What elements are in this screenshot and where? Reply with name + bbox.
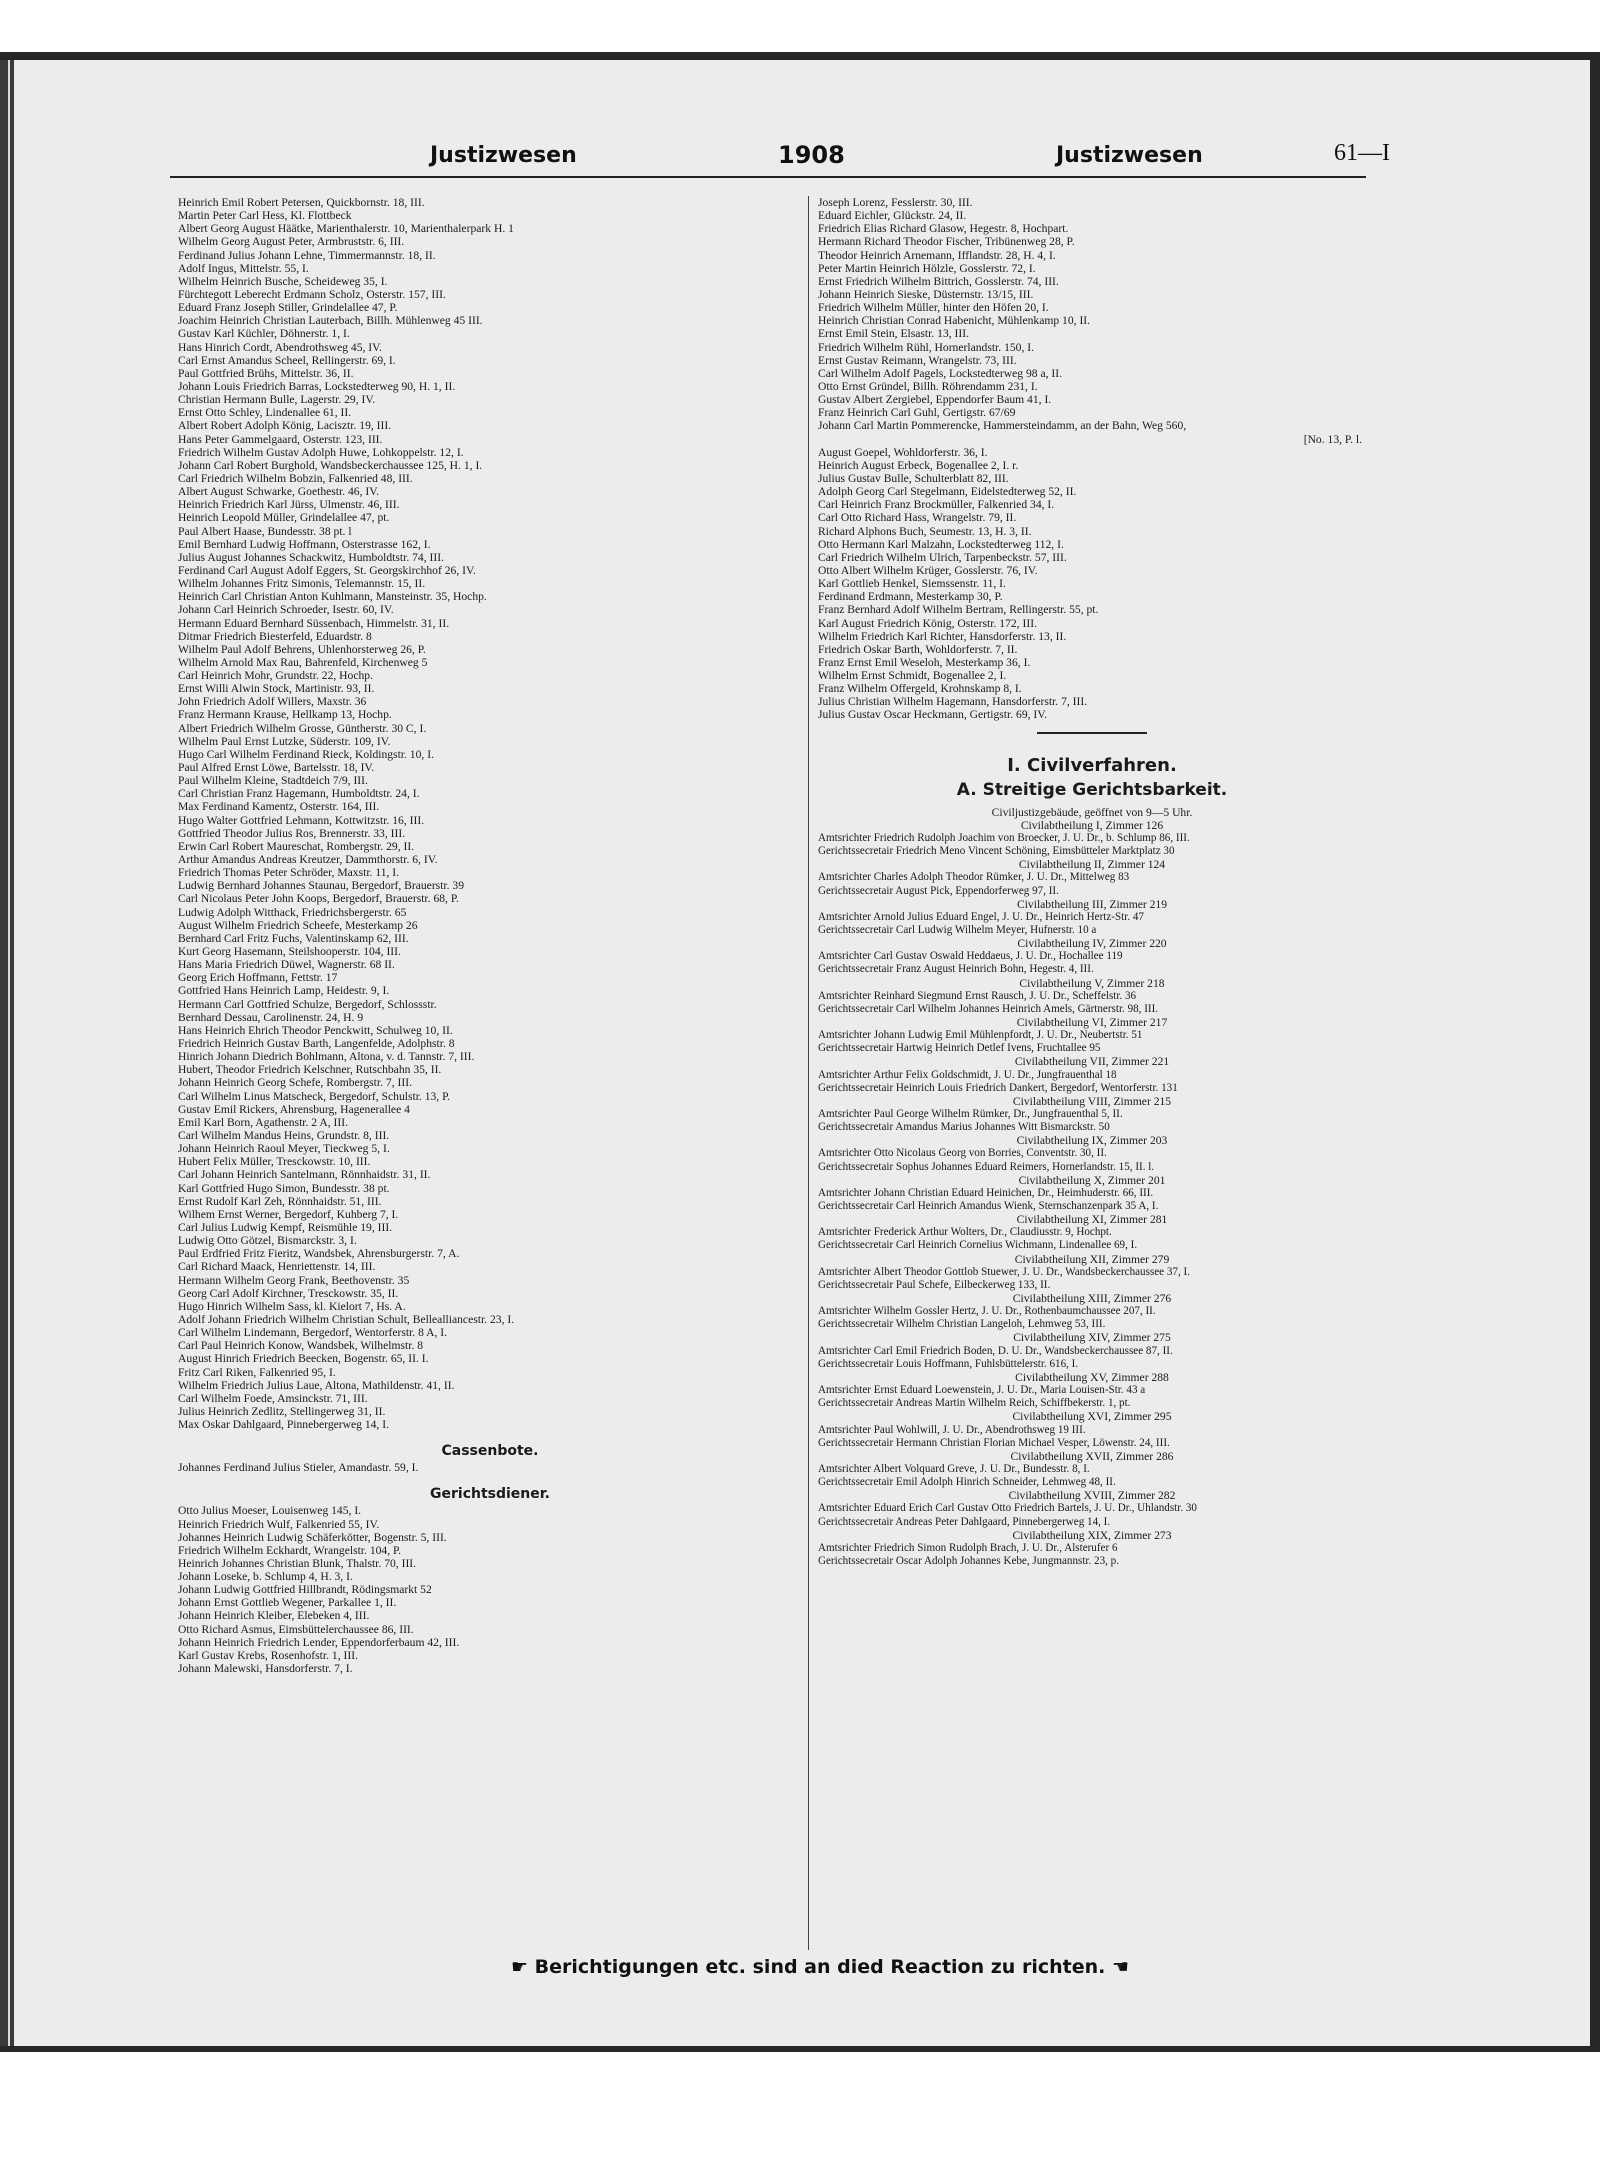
department-title: Civilabtheilung III, Zimmer 219 <box>1016 897 1168 911</box>
list-item: Heinrich Friedrich Karl Jürss, Ulmenstr. 46, III. <box>178 498 400 512</box>
list-item: Ernst Friedrich Wilhelm Bittrich, Gosslerstr. 74, III. <box>818 274 1059 288</box>
list-item: Johann Malewski, Hansdorferstr. 7, I. <box>178 1662 353 1676</box>
department-title: Civilabtheilung IV, Zimmer 220 <box>1017 937 1167 951</box>
header-right-title: Justizwesen <box>1056 143 1203 168</box>
judge-entry: Amtsrichter Arnold Julius Eduard Engel, J. U. Dr., Heinrich Hertz-Str. 47 <box>818 910 1144 923</box>
list-item: Richard Alphons Buch, Seumestr. 13, H. 3, II. <box>818 524 1032 538</box>
list-item: Wilhelm Paul Ernst Lutzke, Süderstr. 109, IV. <box>178 734 391 748</box>
list-item: August Wilhelm Friedrich Scheefe, Mesterkamp 26 <box>178 918 418 932</box>
list-item: Franz Wilhelm Offergeld, Krohnskamp 8, I. <box>818 682 1022 696</box>
list-item: Otto Ernst Gründel, Billh. Röhrendamm 231, I. <box>818 379 1038 393</box>
list-item: Carl Wilhelm Lindemann, Bergedorf, Wentorferstr. 8 A, I. <box>178 1326 448 1340</box>
list-item: Paul Wilhelm Kleine, Stadtdeich 7/9, III. <box>178 774 368 788</box>
footer-notice <box>340 1956 1300 1978</box>
list-item: Albert Robert Adolph König, Lacisztr. 19, III. <box>178 419 392 433</box>
list-item: Ludwig Otto Götzel, Bismarckstr. 3, I. <box>178 1234 357 1248</box>
list-item: Karl Gottlieb Henkel, Siemssenstr. 11, I. <box>818 577 1006 591</box>
list-item: Carl Otto Richard Hass, Wrangelstr. 79, II. <box>818 511 1017 525</box>
secretary-entry: Gerichtssecretair Carl Wilhelm Johannes Heinrich Amels, Gärtnerstr. 98, III. <box>818 1002 1159 1015</box>
judge-entry: Amtsrichter Eduard Erich Carl Gustav Otto Friedrich Bartels, J. U. Dr., Uhlandstr. 30 <box>818 1502 1197 1515</box>
list-item: Carl Friedrich Wilhelm Bobzin, Falkenried 48, III. <box>178 471 413 485</box>
judge-entry: Amtsrichter Wilhelm Gossler Hertz, J. U. Dr., Rothenbaumchaussee 207, II. <box>818 1305 1156 1318</box>
list-item: Julius Christian Wilhelm Hagemann, Hansdorferstr. 7, III. <box>818 695 1088 709</box>
department-title: Civilabtheilung XIX, Zimmer 273 <box>1012 1528 1172 1542</box>
list-item: Hans Maria Friedrich Düwel, Wagnerstr. 68 II. <box>178 958 395 972</box>
department-title: Civilabtheilung XVII, Zimmer 286 <box>1010 1449 1174 1463</box>
secretary-entry: Gerichtssecretair August Pick, Eppendorferweg 97, II. <box>818 884 1059 897</box>
list-item: Bernhard Carl Fritz Fuchs, Valentinskamp 62, III. <box>178 931 409 945</box>
secretary-entry: Gerichtssecretair Hartwig Heinrich Detlef Ivens, Fruchtallee 95 <box>818 1042 1101 1055</box>
list-item: Wilhelm Friedrich Julius Laue, Altona, Mathildenstr. 41, II. <box>178 1378 455 1392</box>
list-item: Friedrich Wilhelm Müller, hinter den Höfen 20, I. <box>818 301 1049 315</box>
cassenbote-heading: Cassenbote. <box>441 1443 539 1460</box>
department-title: Civilabtheilung XIV, Zimmer 275 <box>1013 1331 1171 1345</box>
judge-entry: Amtsrichter Johann Ludwig Emil Mühlenpfordt, J. U. Dr., Neubertstr. 51 <box>818 1029 1143 1042</box>
secretary-entry: Gerichtssecretair Friedrich Meno Vincent Schöning, Eimsbütteler Marktplatz 30 <box>818 845 1175 858</box>
list-item: Eduard Franz Joseph Stiller, Grindelallee 47, P. <box>178 301 398 315</box>
list-item: Georg Carl Adolf Kirchner, Tresckowstr. 35, II. <box>178 1286 399 1300</box>
list-item: Ernst Otto Schley, Lindenallee 61, II. <box>178 406 352 420</box>
list-item: Julius Gustav Oscar Heckmann, Gertigstr. 69, IV. <box>818 708 1048 722</box>
judge-entry: Amtsrichter Carl Gustav Oswald Heddaeus, J. U. Dr., Hochallee 119 <box>818 950 1123 963</box>
list-item: Gustav Emil Rickers, Ahrensburg, Hagenerallee 4 <box>178 1102 410 1116</box>
list-item: Ludwig Bernhard Johannes Staunau, Bergedorf, Brauerstr. 39 <box>178 879 465 893</box>
list-item: Heinrich Leopold Müller, Grindelallee 47, pt. <box>178 511 390 525</box>
department-title: Civilabtheilung X, Zimmer 201 <box>1018 1173 1166 1187</box>
list-item: Wilhelm Georg August Peter, Armbruststr. 6, III. <box>178 235 405 249</box>
list-item: Johann Heinrich Raoul Meyer, Tieckweg 5, I. <box>178 1142 390 1156</box>
list-item: Carl Friedrich Wilhelm Ulrich, Tarpenbeckstr. 57, III. <box>818 550 1067 564</box>
list-item: Bernhard Dessau, Carolinenstr. 24, H. 9 <box>178 1010 364 1024</box>
department-title: Civilabtheilung XV, Zimmer 288 <box>1015 1370 1169 1384</box>
list-item: Max Ferdinand Kamentz, Osterstr. 164, III. <box>178 800 380 814</box>
judge-entry: Amtsrichter Carl Emil Friedrich Boden, D. U. Dr., Wandsbeckerchaussee 87, II. <box>818 1344 1173 1357</box>
header-rule <box>170 176 1366 178</box>
list-item: Karl Gottfried Hugo Simon, Bundesstr. 38 pt. <box>178 1181 390 1195</box>
judge-entry: Amtsrichter Paul George Wilhelm Rümker, Dr., Jungfrauenthal 5, II. <box>818 1108 1123 1120</box>
pointing-hand-left-icon: ☚ <box>1111 1956 1130 1978</box>
page-edge-shadow <box>0 60 14 2046</box>
list-item: Hermann Carl Gottfried Schulze, Bergedorf, Schlossstr. <box>178 997 437 1011</box>
list-item: Ditmar Friedrich Biesterfeld, Eduardstr. 8 <box>178 629 372 643</box>
list-item: Karl Gustav Krebs, Rosenhofstr. 1, III. <box>178 1648 358 1662</box>
list-item: Wilhelm Ernst Schmidt, Bogenallee 2, I. <box>818 669 1007 683</box>
list-item: Carl Julius Ludwig Kempf, Reismühle 19, III. <box>178 1220 393 1234</box>
department-title: Civilabtheilung V, Zimmer 218 <box>1019 976 1165 990</box>
secretary-entry: Gerichtssecretair Andreas Martin Wilhelm Reich, Schiffbekerstr. 1, pt. <box>818 1397 1131 1410</box>
list-item: Ernst Gustav Reimann, Wrangelstr. 73, III. <box>818 353 1017 367</box>
judge-entry: Amtsrichter Johann Christian Eduard Heinichen, Dr., Heimhuderstr. 66, III. <box>818 1186 1154 1199</box>
list-item: Johann Ernst Gottlieb Wegener, Parkallee 1, II. <box>178 1596 397 1610</box>
list-item: Gottfried Theodor Julius Ros, Brennerstr. 33, III. <box>178 826 406 840</box>
list-item: Wilhelm Heinrich Busche, Scheideweg 35, I. <box>178 274 388 288</box>
list-item: Emil Karl Born, Agathenstr. 2 A, III. <box>178 1115 349 1129</box>
list-item: Adolf Ingus, Mittelstr. 55, I. <box>178 261 309 275</box>
list-item: Johann Heinrich Georg Schefe, Rombergstr. 7, III. <box>178 1076 412 1090</box>
court-clerk-list <box>178 196 802 1431</box>
list-item: Albert Friedrich Wilhelm Grosse, Güntherstr. 30 C, I. <box>178 721 427 735</box>
department-title: Civilabtheilung VII, Zimmer 221 <box>1014 1055 1170 1069</box>
list-item: Albert Georg August Häätke, Marienthalerstr. 10, Marienthalerpark H. 1 <box>178 222 514 236</box>
list-item: Adolf Johann Friedrich Wilhelm Christian Schult, Bellealliancestr. 23, I. <box>178 1312 515 1326</box>
judge-entry: Amtsrichter Frederick Arthur Wolters, Dr., Claudiusstr. 9, Hochpt. <box>818 1226 1112 1239</box>
list-item: Johann Ludwig Gottfried Hillbrandt, Rödingsmarkt 52 <box>178 1583 432 1597</box>
list-item: Eduard Eichler, Glückstr. 24, II. <box>818 209 967 223</box>
list-item: Erwin Carl Robert Maureschat, Rombergstr. 29, II. <box>178 839 415 853</box>
list-item: Heinrich Friedrich Wulf, Falkenried 55, IV. <box>178 1517 380 1531</box>
page-number: 61—I <box>1334 140 1390 166</box>
list-item: Martin Peter Carl Hess, Kl. Flottbeck <box>178 209 352 223</box>
list-item: Julius Heinrich Zedlitz, Stellingerweg 31, II. <box>178 1404 386 1418</box>
list-item: Paul Gottfried Brühs, Mittelstr. 36, II. <box>178 366 354 380</box>
secretary-entry: Gerichtssecretair Sophus Johannes Eduard Reimers, Hornerlandstr. 15, II. l. <box>818 1160 1155 1173</box>
list-item: Fürchtegott Leberecht Erdmann Scholz, Osterstr. 157, III. <box>178 287 446 301</box>
list-item: Adolph Georg Carl Stegelmann, Eidelstedterweg 52, II. <box>818 485 1077 499</box>
list-item: Carl Ernst Amandus Scheel, Rellingerstr. 69, I. <box>178 353 396 367</box>
list-item: Johann Louis Friedrich Barras, Lockstedterweg 90, H. 1, II. <box>178 379 456 393</box>
list-item: Friedrich Elias Richard Glasow, Hegestr. 8, Hochpart. <box>818 222 1069 236</box>
list-item: Carl Nicolaus Peter John Koops, Bergedorf, Brauerstr. 68, P. <box>178 892 459 906</box>
judge-entry: Amtsrichter Otto Nicolaus Georg von Borries, Conventstr. 30, II. <box>818 1147 1107 1160</box>
list-item: Carl Wilhelm Adolf Pagels, Lockstedterweg 98 a, II. <box>818 366 1063 380</box>
list-item: Friedrich Wilhelm Rühl, Hornerlandstr. 150, I. <box>818 340 1035 354</box>
judge-entry: Amtsrichter Albert Volquard Greve, J. U. Dr., Bundesstr. 8, I. <box>818 1462 1090 1475</box>
list-item: Ferdinand Erdmann, Mesterkamp 30, P. <box>818 590 1003 604</box>
list-item: Friedrich Wilhelm Eckhardt, Wrangelstr. 104, P. <box>178 1543 402 1557</box>
list-item: Paul Alfred Ernst Löwe, Bartelsstr. 18, IV. <box>178 761 375 775</box>
secretary-entry: Gerichtssecretair Carl Ludwig Wilhelm Meyer, Hufnerstr. 10 a <box>818 923 1097 936</box>
list-item: Peter Martin Heinrich Hölzle, Gosslerstr. 72, I. <box>818 261 1036 275</box>
list-item: August Hinrich Friedrich Beecken, Bogenstr. 65, II. I. <box>178 1352 429 1366</box>
list-item: Franz Hermann Krause, Hellkamp 13, Hochp. <box>178 708 392 722</box>
list-item: Johann Heinrich Friedrich Lender, Eppendorferbaum 42, III. <box>178 1635 460 1649</box>
list-item: Carl Wilhelm Foede, Amsinckstr. 71, III. <box>178 1391 368 1405</box>
secretary-entry: Gerichtssecretair Hermann Christian Florian Michael Vesper, Löwenstr. 24, III. <box>818 1436 1170 1449</box>
list-item: Wilhelm Paul Adolf Behrens, Uhlenhorsterweg 26, P. <box>178 642 426 656</box>
secretary-entry: Gerichtssecretair Carl Heinrich Cornelius Wichmann, Lindenallee 69, I. <box>818 1239 1138 1252</box>
gerichtsdiener-list <box>178 1504 802 1675</box>
list-item: Johann Heinrich Kleiber, Elebeken 4, III. <box>178 1609 370 1623</box>
list-item: Joachim Heinrich Christian Lauterbach, Billh. Mühlenweg 45 III. <box>178 314 483 328</box>
cassenbote-list <box>178 1461 802 1474</box>
list-item: Hans Peter Gammelgaard, Osterstr. 123, III. <box>178 432 383 446</box>
department-title: Civilabtheilung XI, Zimmer 281 <box>1016 1213 1168 1227</box>
department-title: Civilabtheilung I, Zimmer 126 <box>1020 818 1164 832</box>
list-item: Carl Christian Franz Hagemann, Humboldtstr. 24, I. <box>178 787 420 801</box>
list-item: Carl Heinrich Mohr, Grundstr. 22, Hochp. <box>178 669 373 683</box>
list-item: August Goepel, Wohldorferstr. 36, I. <box>818 445 988 459</box>
secretary-entry: Gerichtssecretair Carl Heinrich Amandus Wienk, Sternschanzenpark 35 A, I. <box>818 1200 1159 1213</box>
list-item: Carl Heinrich Franz Brockmüller, Falkenried 34, I. <box>818 498 1055 512</box>
list-item: Paul Albert Haase, Bundesstr. 38 pt. l <box>178 524 352 538</box>
list-item: Wilhelm Friedrich Karl Richter, Hansdorferstr. 13, II. <box>818 629 1067 643</box>
list-item: Hugo Carl Wilhelm Ferdinand Rieck, Koldingstr. 10, I. <box>178 747 434 761</box>
list-item: Hermann Eduard Bernhard Süssenbach, Himmelstr. 31, II. <box>178 616 450 630</box>
list-item: Carl Johann Heinrich Santelmann, Rönnhaidstr. 31, II. <box>178 1168 431 1182</box>
list-item: Hermann Wilhelm Georg Frank, Beethovenstr. 35 <box>178 1273 410 1287</box>
list-item: Carl Paul Heinrich Konow, Wandsbek, Wilhelmstr. 8 <box>178 1339 424 1353</box>
list-item: Johann Carl Heinrich Schroeder, Isestr. 60, IV. <box>178 603 394 617</box>
list-item: Julius Gustav Bulle, Schulterblatt 82, III. <box>818 471 1009 485</box>
list-item: Johann Loseke, b. Schlump 4, H. 3, I. <box>178 1570 353 1584</box>
secretary-entry: Gerichtssecretair Amandus Marius Johannes Witt Bismarckstr. 50 <box>818 1121 1110 1134</box>
right-entry-list <box>818 196 1366 722</box>
list-item: Heinrich Carl Christian Anton Kuhlmann, Mansteinstr. 35, Hochp. <box>178 590 487 604</box>
list-item: Johannes Ferdinand Julius Stieler, Amandastr. 59, I. <box>178 1461 419 1475</box>
secretary-entry: Gerichtssecretair Emil Adolph Hinrich Schneider, Lehmweg 48, II. <box>818 1476 1116 1489</box>
list-item: Friedrich Oskar Barth, Wohldorferstr. 7, II. <box>818 642 1018 656</box>
department-title: Civilabtheilung XII, Zimmer 279 <box>1014 1252 1170 1266</box>
list-item: Max Oskar Dahlgaard, Pinnebergerweg 14, I. <box>178 1418 389 1432</box>
list-item: Gustav Albert Zergiebel, Eppendorfer Baum 41, I. <box>818 393 1052 407</box>
judge-entry: Amtsrichter Albert Theodor Gottlob Stuewer, J. U. Dr., Wandsbeckerchaussee 37, I. <box>818 1265 1190 1278</box>
secretary-entry: Gerichtssecretair Paul Schefe, Eilbeckerweg 133, II. <box>818 1278 1051 1291</box>
secretary-entry: Gerichtssecretair Louis Hoffmann, Fuhlsbüttelerstr. 616, I. <box>818 1357 1079 1370</box>
list-item: Johann Heinrich Sieske, Düsternstr. 13/15, III. <box>818 287 1034 301</box>
department-title: Civilabtheilung VI, Zimmer 217 <box>1016 1015 1168 1029</box>
list-item: Hermann Richard Theodor Fischer, Tribünenweg 28, P. <box>818 235 1075 249</box>
department-title: Civilabtheilung XVIII, Zimmer 282 <box>1008 1489 1176 1503</box>
judge-entry: Amtsrichter Paul Wohlwill, J. U. Dr., Abendrothsweg 19 III. <box>818 1423 1086 1436</box>
streitige-gerichtsbarkeit-heading: A. Streitige Gerichtsbarkeit. <box>956 779 1228 800</box>
list-item: Johann Carl Robert Burghold, Wandsbeckerchaussee 125, H. 1, I. <box>178 458 483 472</box>
list-item: Heinrich Emil Robert Petersen, Quickbornstr. 18, III. <box>178 196 425 209</box>
list-item: Julius August Johannes Schackwitz, Humboldtstr. 74, III. <box>178 550 444 564</box>
list-item: Theodor Heinrich Arnemann, Ifflandstr. 28, H. 4, I. <box>818 248 1056 262</box>
secretary-entry: Gerichtssecretair Wilhelm Christian Langeloh, Lehmweg 53, III. <box>818 1318 1106 1331</box>
list-item: Ludwig Adolph Witthack, Friedrichsbergerstr. 65 <box>178 905 407 919</box>
department-title: Civilabtheilung II, Zimmer 124 <box>1018 858 1166 872</box>
gerichtsdiener-heading: Gerichtsdiener. <box>430 1486 550 1503</box>
judge-entry: Amtsrichter Arthur Felix Goldschmidt, J. U. Dr., Jungfrauenthal 18 <box>818 1068 1117 1081</box>
list-item: Otto Julius Moeser, Louisenweg 145, I. <box>178 1504 362 1518</box>
judge-entry: Amtsrichter Friedrich Rudolph Joachim von Broecker, J. U. Dr., b. Schlump 86, III. <box>818 831 1190 844</box>
list-item: Georg Erich Hoffmann, Fettstr. 17 <box>178 971 338 985</box>
judge-entry: Amtsrichter Reinhard Siegmund Ernst Rausch, J. U. Dr., Scheffelstr. 36 <box>818 989 1137 1002</box>
list-item: Franz Ernst Emil Weseloh, Mesterkamp 36, I. <box>818 655 1031 669</box>
department-title: Civilabtheilung VIII, Zimmer 215 <box>1012 1094 1172 1108</box>
list-item: Paul Erdfried Fritz Fieritz, Wandsbek, Ahrensburgerstr. 7, A. <box>178 1247 460 1261</box>
list-item: Friedrich Thomas Peter Schröder, Maxstr. 11, I. <box>178 866 400 880</box>
list-item: Hubert, Theodor Friedrich Kelschner, Rutschbahn 35, II. <box>178 1063 442 1077</box>
list-item: Carl Wilhelm Mandus Heins, Grundstr. 8, III. <box>178 1128 390 1142</box>
list-item: Gustav Karl Küchler, Döhnerstr. 1, I. <box>178 327 350 341</box>
list-item: Friedrich Heinrich Gustav Barth, Langenfelde, Adolphstr. 8 <box>178 1037 455 1050</box>
list-item: Ferdinand Julius Johann Lehne, Timmermannstr. 18, II. <box>178 248 436 262</box>
list-item: Hugo Walter Gottfried Lehmann, Kottwitzstr. 16, III. <box>178 813 425 827</box>
secretary-entry: Gerichtssecretair Heinrich Louis Friedrich Dankert, Bergedorf, Wentorferstr. 131 <box>818 1081 1178 1094</box>
judge-entry: Amtsrichter Friedrich Simon Rudolph Brach, J. U. Dr., Alsterufer 6 <box>818 1541 1118 1554</box>
list-item: Emil Bernhard Ludwig Hoffmann, Osterstrasse 162, I. <box>178 537 431 551</box>
list-item: Fritz Carl Riken, Falkenried 95, I. <box>178 1365 336 1379</box>
list-item: Kurt Georg Hasemann, Steilshooperstr. 104, III. <box>178 945 401 959</box>
list-item: Wilhem Ernst Werner, Bergedorf, Kuhberg 7, I. <box>178 1207 399 1221</box>
civil-department-list <box>818 819 1366 1568</box>
list-item: Heinrich August Erbeck, Bogenallee 2, I. r. <box>818 458 1019 472</box>
list-item: Christian Hermann Bulle, Lagerstr. 29, IV. <box>178 393 376 407</box>
list-item: Ernst Emil Stein, Elsastr. 13, III. <box>818 327 970 341</box>
list-item: Ferdinand Carl August Adolf Eggers, St. Georgskirchhof 26, IV. <box>178 563 476 577</box>
pointing-hand-right-icon: ☛ <box>510 1956 529 1978</box>
list-item: Hans Hinrich Cordt, Abendrothsweg 45, IV. <box>178 340 382 354</box>
column-divider <box>808 196 809 1950</box>
right-column <box>818 196 1366 1568</box>
list-item: Heinrich Christian Conrad Habenicht, Mühlenkamp 10, II. <box>818 314 1091 328</box>
footer-text: Berichtigungen etc. sind an died Reaction zu richten. <box>534 1956 1106 1978</box>
civilverfahren-heading: I. Civilverfahren. <box>1007 754 1177 776</box>
list-item: Ernst Rudolf Karl Zeh, Rönnhaidstr. 51, III. <box>178 1194 382 1208</box>
entry-continuation: [No. 13, P. l. <box>1303 432 1362 446</box>
page-edge-line <box>8 60 10 2046</box>
list-item: Joseph Lorenz, Fesslerstr. 30, III. <box>818 196 973 209</box>
judge-entry: Amtsrichter Charles Adolph Theodor Rümker, J. U. Dr., Mittelweg 83 <box>818 871 1130 884</box>
list-item: Hugo Hinrich Wilhelm Sass, kl. Kielort 7, Hs. A. <box>178 1299 406 1313</box>
list-item: Ernst Willi Alwin Stock, Martinistr. 93, II. <box>178 682 375 696</box>
header-year: 1908 <box>778 141 845 169</box>
list-item: Johann Carl Martin Pommerencke, Hammersteindamm, an der Bahn, Weg 560, <box>818 419 1187 433</box>
list-item: Hinrich Johann Diedrich Bohlmann, Altona, v. d. Tannstr. 7, III. <box>178 1050 475 1064</box>
list-item: Hubert Felix Müller, Tresckowstr. 10, III. <box>178 1155 371 1169</box>
list-item: John Friedrich Adolf Willers, Maxstr. 36 <box>178 695 367 709</box>
list-item: Johannes Heinrich Ludwig Schäferkötter, Bogenstr. 5, III. <box>178 1530 447 1544</box>
list-item: Franz Heinrich Carl Guhl, Gertigstr. 67/69 <box>818 406 1016 420</box>
section-rule <box>1037 732 1147 734</box>
secretary-entry: Gerichtssecretair Andreas Peter Dahlgaard, Pinnebergerweg 14, I. <box>818 1515 1111 1528</box>
list-item: Gottfried Hans Heinrich Lamp, Heidestr. 9, I. <box>178 984 390 998</box>
department-title: Civilabtheilung IX, Zimmer 203 <box>1016 1134 1168 1148</box>
list-item: Otto Richard Asmus, Eimsbüttelerchaussee 86, III. <box>178 1622 414 1636</box>
list-item: Wilhelm Arnold Max Rau, Bahrenfeld, Kirchenweg 5 <box>178 655 428 669</box>
header-left-title: Justizwesen <box>430 143 577 168</box>
list-item: Carl Richard Maack, Henriettenstr. 14, III. <box>178 1260 376 1274</box>
list-item: Hans Heinrich Ehrich Theodor Penckwitt, Schulweg 10, II. <box>178 1023 453 1037</box>
secretary-entry: Gerichtssecretair Oscar Adolph Johannes Kebe, Jungmannstr. 23, p. <box>818 1554 1119 1567</box>
list-item: Friedrich Wilhelm Gustav Adolph Huwe, Lohkoppelstr. 12, I. <box>178 445 464 459</box>
list-item: Heinrich Johannes Christian Blunk, Thalstr. 70, III. <box>178 1556 417 1570</box>
list-item: Karl August Friedrich König, Osterstr. 172, III. <box>818 616 1037 630</box>
left-column <box>178 196 802 1675</box>
list-item: Otto Albert Wilhelm Krüger, Gosslerstr. 76, IV. <box>818 563 1038 577</box>
list-item: Otto Hermann Karl Malzahn, Lockstedterweg 112, I. <box>818 537 1064 551</box>
building-hours: Civiljustizgebäude, geöffnet von 9—5 Uhr. <box>991 805 1193 819</box>
list-item: Carl Wilhelm Linus Matscheck, Bergedorf, Schulstr. 13, P. <box>178 1089 451 1103</box>
department-title: Civilabtheilung XVI, Zimmer 295 <box>1012 1410 1172 1424</box>
list-item: Albert August Schwarke, Goethestr. 46, IV. <box>178 485 380 499</box>
judge-entry: Amtsrichter Ernst Eduard Loewenstein, J. U. Dr., Maria Louisen-Str. 43 a <box>818 1384 1146 1397</box>
list-item: Wilhelm Johannes Fritz Simonis, Telemannstr. 15, II. <box>178 577 426 591</box>
secretary-entry: Gerichtssecretair Franz August Heinrich Bohn, Hegestr. 4, III. <box>818 963 1094 976</box>
department-title: Civilabtheilung XIII, Zimmer 276 <box>1012 1292 1172 1306</box>
list-item: Arthur Amandus Andreas Kreutzer, Dammthorstr. 6, IV. <box>178 853 438 867</box>
list-item: Franz Bernhard Adolf Wilhelm Bertram, Rellingerstr. 55, pt. <box>818 603 1099 617</box>
